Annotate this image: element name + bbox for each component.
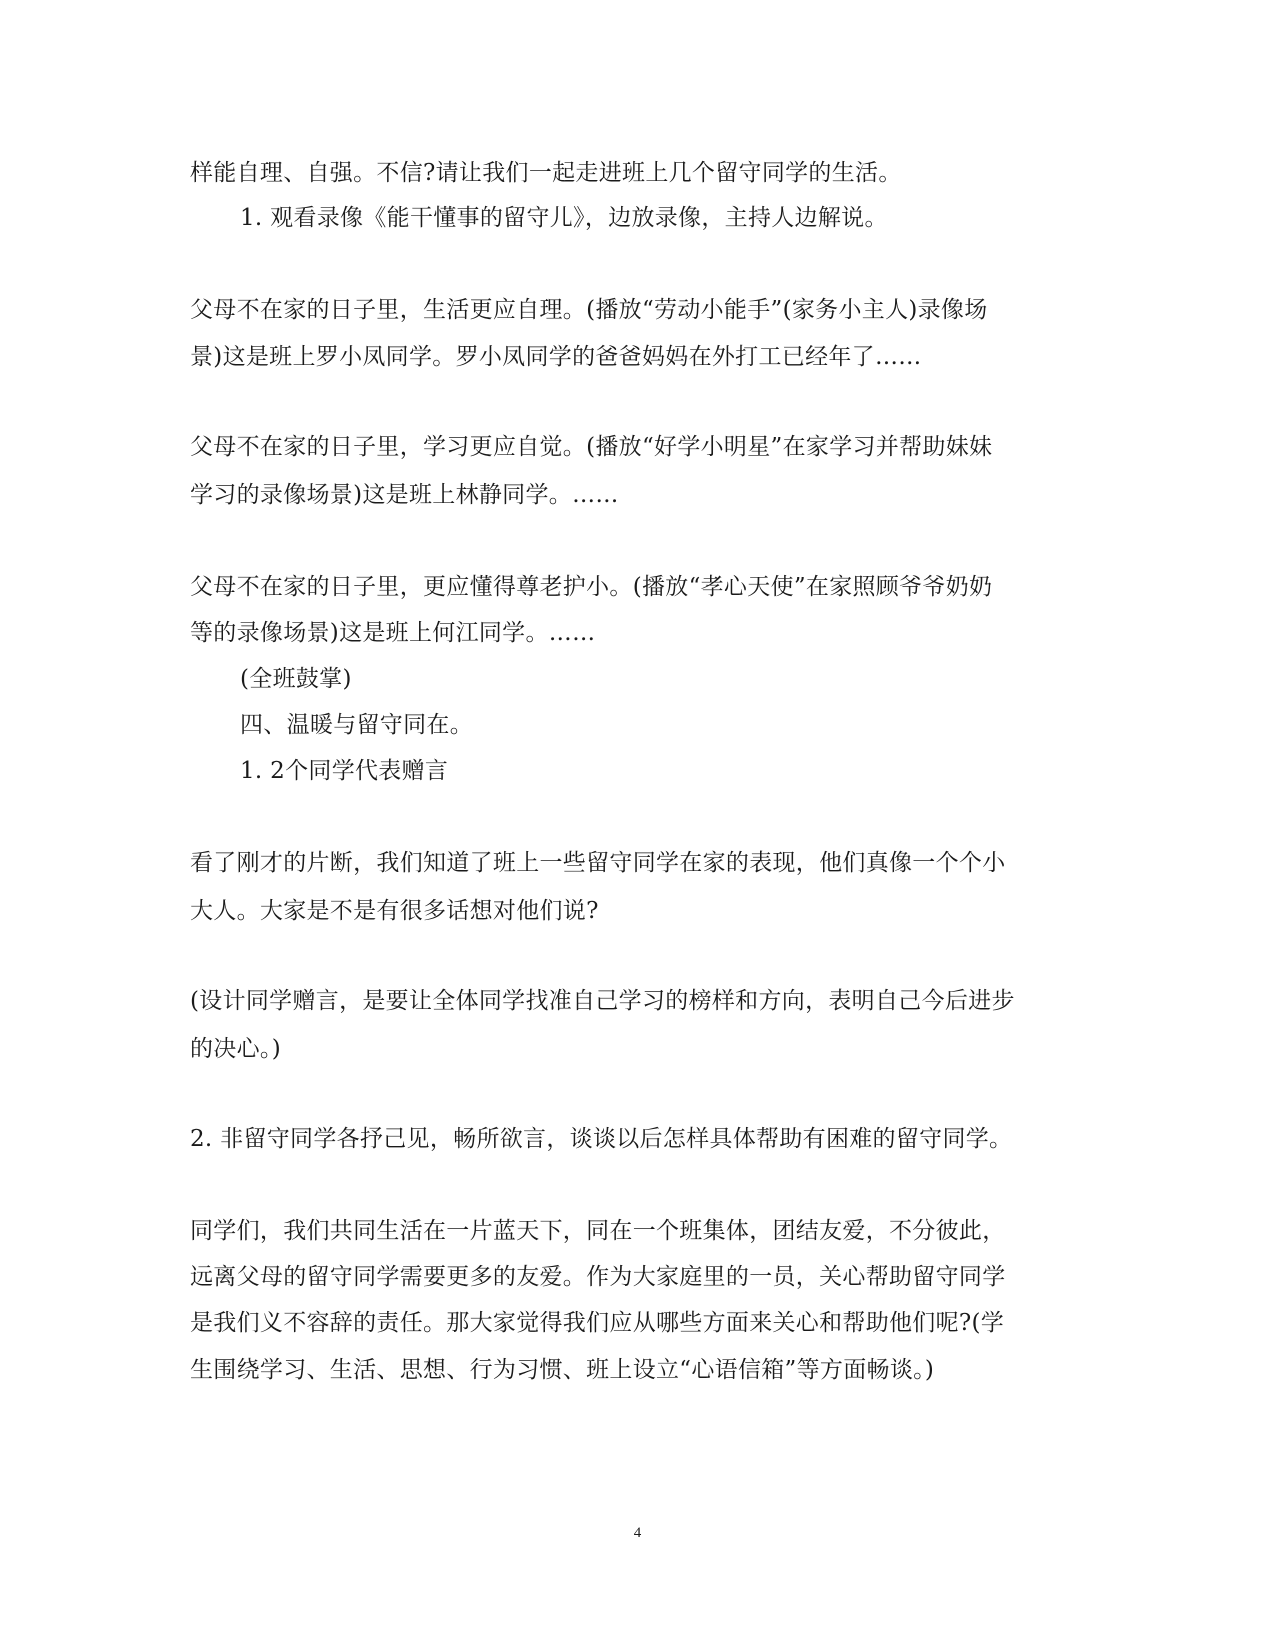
page-number: 4	[633, 1525, 642, 1541]
paragraph-line: 是我们义不容辞的责任。那大家觉得我们应从哪些方面来关心和帮助他们呢?(学	[190, 1310, 1005, 1336]
paragraph-line: 父母不在家的日子里，学习更应自觉。(播放“好学小明星”在家学习并帮助妹妹	[190, 434, 993, 460]
paragraph-line: 生围绕学习、生活、思想、行为习惯、班上设立“心语信箱”等方面畅谈。)	[190, 1357, 935, 1383]
section-heading-4: 四、温暖与留守同在。	[240, 712, 473, 738]
paragraph-line: 父母不在家的日子里，生活更应自理。(播放“劳动小能手”(家务小主人)录像场	[190, 297, 988, 323]
paragraph-line: 样能自理、自强。不信?请让我们一起走进班上几个留守同学的生活。	[190, 160, 902, 186]
paragraph-line: 景)这是班上罗小凤同学。罗小凤同学的爸爸妈妈在外打工已经年了……	[190, 344, 922, 370]
applause-note: (全班鼓掌)	[240, 666, 352, 692]
list-item-2-discussion: 2. 非留守同学各抒己见，畅所欲言，谈谈以后怎样具体帮助有困难的留守同学。	[190, 1126, 1013, 1152]
paragraph-line: 父母不在家的日子里，更应懂得尊老护小。(播放“孝心天使”在家照顾爷爷奶奶	[190, 574, 993, 600]
list-item-1-watch-video: 1. 观看录像《能干懂事的留守儿》，边放录像，主持人边解说。	[240, 205, 888, 231]
paragraph-line: 大人。大家是不是有很多话想对他们说?	[190, 898, 599, 924]
paragraph-line: (设计同学赠言，是要让全体同学找准自己学习的榜样和方向，表明自己今后进步	[190, 988, 1015, 1014]
paragraph-line: 同学们，我们共同生活在一片蓝天下，同在一个班集体，团结友爱，不分彼此，	[190, 1218, 1006, 1244]
paragraph-line: 看了刚才的片断，我们知道了班上一些留守同学在家的表现，他们真像一个个小	[190, 850, 1006, 876]
paragraph-line: 学习的录像场景)这是班上林静同学。……	[190, 482, 619, 508]
paragraph-line: 远离父母的留守同学需要更多的友爱。作为大家庭里的一员，关心帮助留守同学	[190, 1264, 1006, 1290]
paragraph-line: 等的录像场景)这是班上何江同学。……	[190, 620, 596, 646]
list-item-1-gift-words: 1. 2个同学代表赠言	[240, 758, 449, 784]
paragraph-line: 的决心。)	[190, 1036, 281, 1062]
